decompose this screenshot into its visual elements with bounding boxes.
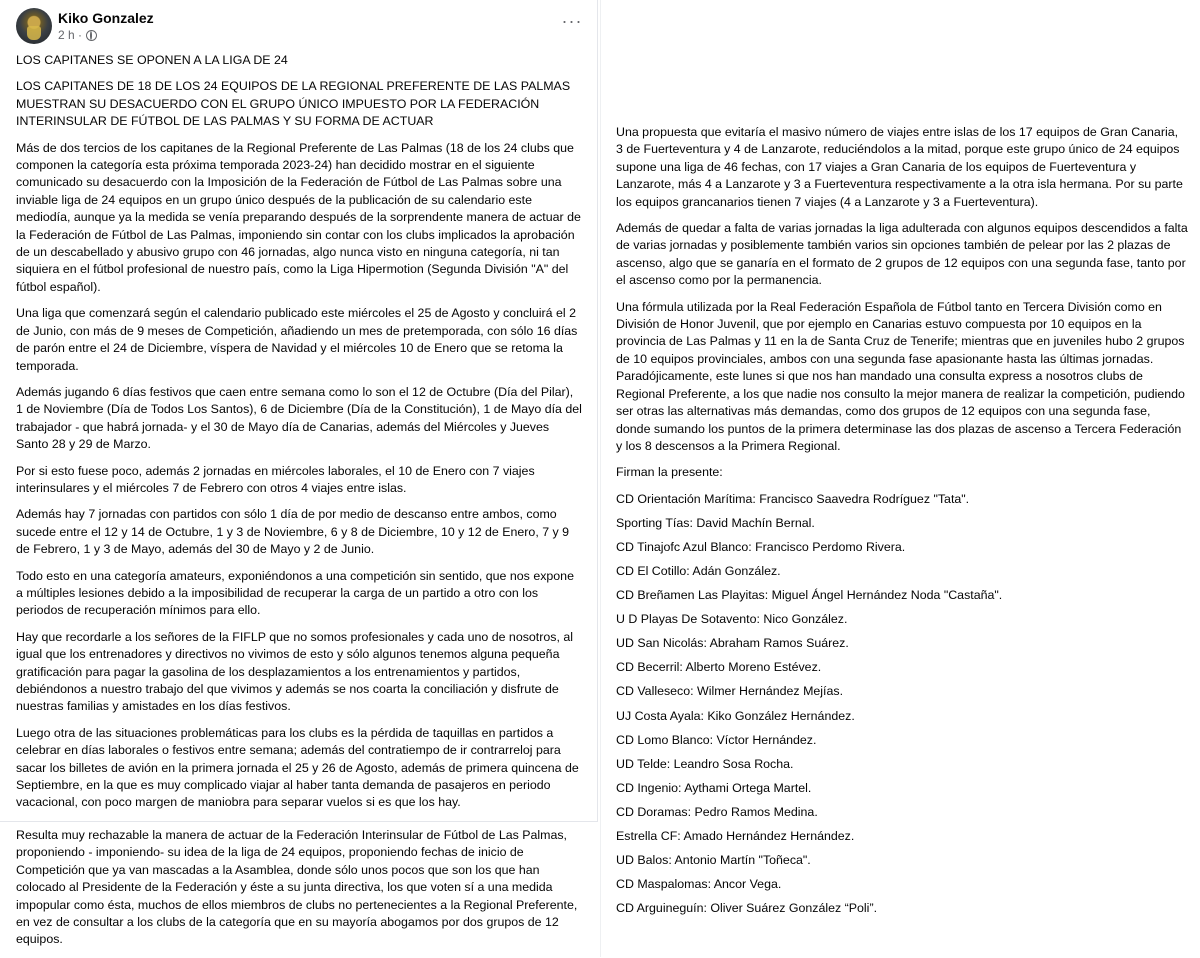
signer-item: CD Becerril: Alberto Moreno Estévez. (616, 660, 822, 675)
signer-item: CD Valleseco: Wilmer Hernández Mejías. (616, 684, 844, 699)
author-name[interactable]: Kiko Gonzalez (58, 10, 154, 26)
signers-list (616, 491, 1188, 918)
paragraph: Una fórmula utilizada por la Real Federación Española de Fútbol tanto en Tercera División como en División de Honor Juvenil, que por ejemplo en Canarias estuvo compuesta por 10 equipos en la provincia de Las Palmas y 11 en la de Santa Cruz de Tenerife; mientras que en juveniles hubo 2 grupos de 10 equipos provinciales, ambos con una segunda fase apasionante hasta las últimas jornadas. (616, 299, 1185, 366)
signer-item: Estrella CF: Amado Hernández Hernández. (616, 829, 855, 844)
post-header (16, 8, 586, 48)
post-body-left (16, 52, 582, 821)
paragraph: Además de quedar a falta de varias jornadas la liga adulterada con algunos equipos descendidos a falta de varias jornadas y posiblemente también varios sin opciones también de pelear por las 2 plazas de ascenso, algo que se ganaría en el formato de 2 grupos de 12 equipos con una segunda fase, tanto por el ascenso como por la permanencia. (616, 221, 1188, 288)
post-time[interactable]: 2 h · (58, 28, 83, 42)
signer-item: CD Lomo Blanco: Víctor Hernández. (616, 732, 817, 747)
avatar[interactable] (16, 8, 52, 44)
signer-item: UD San Nicolás: Abraham Ramos Suárez. (616, 636, 849, 651)
signer-item: U D Playas De Sotavento: Nico González. (616, 612, 848, 627)
signer-item: Sporting Tías: David Machín Bernal. (616, 515, 815, 530)
paragraph: Por si esto fuese poco, además 2 jornadas en miércoles laborales, el 10 de Enero con 7 viajes interinsulares y el miércoles 7 de Febrero con otros 4 viajes entre islas. (16, 463, 535, 495)
more-options-button[interactable]: ··· (561, 11, 583, 31)
post-body-right (616, 124, 1188, 924)
paragraph: Hay que recordarle a los señores de la FIFLP que no somos profesionales y cada uno de nosotros, al igual que los entrenadores y directivos no vivimos de esto y sólo algunos tenemos alguna pequeña gratificación para pagar la gasolina de los desplazamientos a los entrenamientos y partidos, debiéndonos a nuestro trabajo del que vivimos y además se nos coarta la conciliación y disfrute de nuestras familias y amistades en los días festivos. (16, 629, 573, 714)
paragraph: Resulta muy rechazable la manera de actuar de la Federación Interinsular de Fútbol de Las Palmas, proponiendo - imponiendo- su idea de la liga de 24 equipos, proponiendo fechas de inicio de Competición que ya van mascadas a la Asamblea, donde sólo unos pocos que son los que han colocado al Presidente de la Federación y éste a su junta directiva, los que voten sí a una medida impopular como ésta, muchos de ellos miembros de clubs no pertenecientes a la Regional Preferente, en vez de consultar a los clubs de la categoría que en su mayoría abogamos por dos grupos de 12 equipos. (16, 828, 578, 947)
signer-item: CD Doramas: Pedro Ramos Medina. (616, 804, 818, 819)
signer-item: CD Tinajofc Azul Blanco: Francisco Perdomo Rivera. (616, 539, 906, 554)
signer-item: CD Breñamen Las Playitas: Miguel Ángel Hernández Noda "Castaña". (616, 588, 1003, 603)
post-meta (58, 28, 97, 42)
paragraph: Luego otra de las situaciones problemáticas para los clubs es la pérdida de taquillas en partidos a celebrar en días laborales o festivos entre semana; además del contratiempo de ir contrarreloj para sacar los billetes de avión en la primera jornada el 25 y 26 de Agosto, además de primera quincena de Septiembre, en la que es muy complicado viajar al haber tanta demanda de pasajeros en periodo vacacional, con poco margen de maniobra para separar vuelos si es que los hay. (16, 725, 579, 810)
signer-item: CD Maspalomas: Ancor Vega. (616, 877, 782, 892)
paragraph: Paradójicamente, este lunes si que nos han mandado una consulta express a nosotros clubs de Regional Preferente, a los que nadie nos consulto la mejor manera de realizar la competición, pudiendo ser otras las alternativas más demandas, como dos grupos de 12 equipos con una segunda fase, donde sumando los puntos de la primera determinase las dos plazas de ascenso a Tercera Federación y los 8 descensos a la Primera Regional. (616, 369, 1185, 453)
signer-item: UJ Costa Ayala: Kiko González Hernández. (616, 708, 855, 723)
post-card-left (0, 0, 598, 822)
signer-item: CD Ingenio: Aythami Ortega Martel. (616, 780, 812, 795)
globe-icon (86, 30, 97, 41)
paragraph: Una liga que comenzará según el calendario publicado este miércoles el 25 de Agosto y concluirá el 2 de Junio, con más de 9 meses de Competición, añadiendo un mes de pretemporada, con sólo 16 días de parón entre el 24 de Diciembre, víspera de Navidad y el miércoles 10 de Enero que se retoma la temporada. (16, 306, 578, 373)
post-headline: LOS CAPITANES SE OPONEN A LA LIGA DE 24 (16, 53, 288, 67)
paragraph: Además jugando 6 días festivos que caen entre semana como lo son el 12 de Octubre (Día del Pilar), 1 de Noviembre (Día de Todos Los Santos), 6 de Diciembre (Día de la Constitución), 1 de Mayo día del trabajador - que habrá jornada- y el 30 de Mayo día de Canarias, además del Miércoles y Jueves Santo 28 y 29 de Marzo. (16, 384, 582, 452)
paragraph: Además hay 7 jornadas con partidos con sólo 1 día de por medio de descanso entre ambos, como sucede entre el 12 y 14 de Octubre, 1 y 3 de Noviembre, 6 y 8 de Diciembre, 10 y 12 de Enero, 7 y 9 de Febrero, 1 y 3 de Mayo, además del 30 de Mayo y 2 de Junio. (16, 507, 570, 557)
paragraph: Más de dos tercios de los capitanes de la Regional Preferente de Las Palmas (18 de los 24 clubs que componen la categoría esta próxima temporada 2023-24) han decidido mostrar en el siguiente comunicado su desacuerdo con la Imposición de la Federación de Fútbol de Las Palmas sobre una inviable liga de 24 equipos en un grupo único después de la publicación de su calendario este mediodía, aunque ya la medida se venía preparando después de la sorprendente manera de actuar de la Federación de Fútbol de Las Palmas, imponiendo sin contar con los clubs implicados la aprobación de un descabellado y abusivo grupo con 46 jornadas, algo nunca visto en ninguna categoría, ni tan siquiera en el fútbol profesional de nuestro país, como la Liga Hipermotion (Segunda División "A" del fútbol español). (16, 140, 581, 294)
signers-intro: Firman la presente: (616, 465, 723, 480)
post-subheadline: LOS CAPITANES DE 18 DE LOS 24 EQUIPOS DE LA REGIONAL PREFERENTE DE LAS PALMAS MUESTRAN SU DESACUERDO CON EL GRUPO ÚNICO IMPUESTO POR LA FEDERACIÓN INTERINSULAR DE FÚTBOL DE LAS PALMAS Y SU FORMA DE ACTUAR (16, 79, 571, 129)
paragraph: Una propuesta que evitaría el masivo número de viajes entre islas de los 17 equipos de Gran Canaria, 3 de Fuerteventura y 4 de Lanzarote, reduciéndolos a la mitad, porque este grupo único de 24 equipos supone una liga de 46 fechas, con 17 viajes a Gran Canaria de los equipos de Fuerteventura y Lanzarote, más 4 a Lanzarote y 3 a Fuerteventura respectivamente a la otra isla hermana. Por su parte los equipos grancanarios tienen 7 viajes (4 a Lanzarote y 3 a Fuerteventura). (616, 125, 1183, 209)
signer-item: CD El Cotillo: Adán González. (616, 564, 781, 578)
signer-item: CD Orientación Marítima: Francisco Saavedra Rodríguez "Tata". (616, 491, 970, 506)
signer-item: CD Arguineguín: Oliver Suárez González “Poli”. (616, 901, 878, 916)
signer-item: UD Telde: Leandro Sosa Rocha. (616, 756, 794, 771)
paragraph: Todo esto en una categoría amateurs, exponiéndonos a una competición sin sentido, que nos expone a múltiples lesiones debido a la imposibilidad de recuperar la carga de un partido a otro con los periodos de recuperación mínimos para ello. (16, 568, 574, 618)
signer-item: UD Balos: Antonio Martín "Toñeca". (616, 853, 811, 868)
post-body-bottom-left (16, 827, 591, 958)
